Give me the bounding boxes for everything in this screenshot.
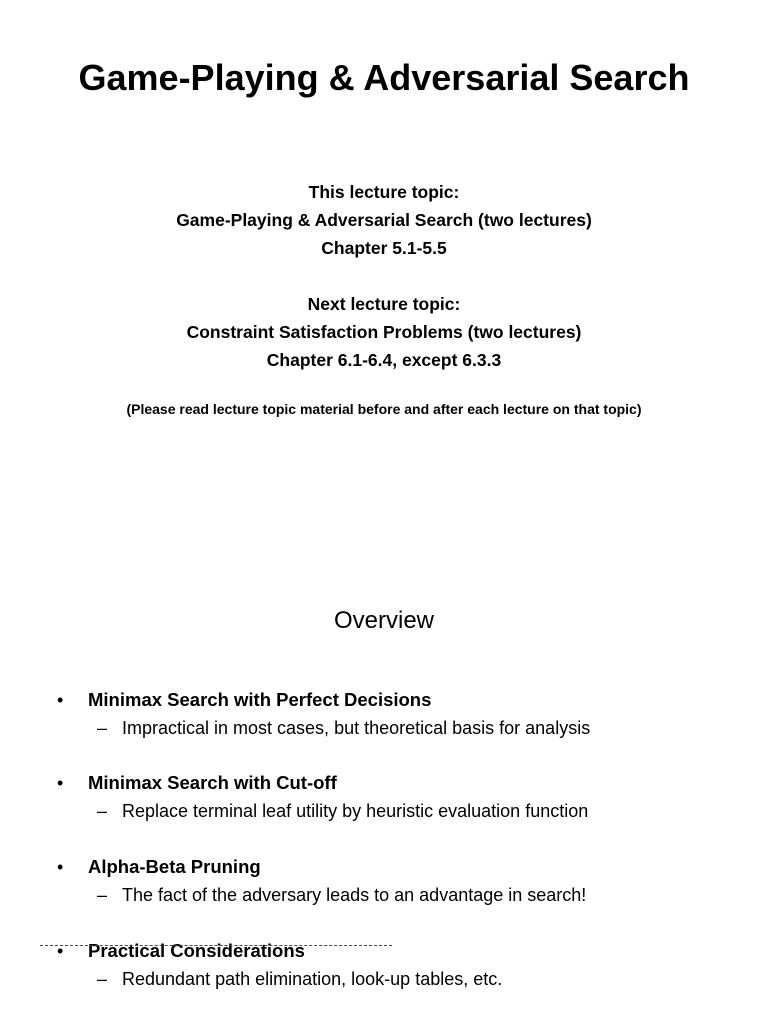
overview-item-detail: Impractical in most cases, but theoretical basis for analysis [122,718,591,738]
bullet-icon: • [57,690,64,710]
overview-item-detail: Redundant path elimination, look-up tables, etc. [122,969,503,989]
page-break-line [40,945,392,946]
overview-item-label: Alpha-Beta Pruning [88,856,261,877]
next-lecture-chapter: Chapter 6.1-6.4, except 6.3.3 [266,350,502,370]
bullet-icon: • [57,857,64,877]
dash-icon: – [97,969,108,989]
this-lecture-chapter: Chapter 5.1-5.5 [321,238,447,258]
this-lecture-block [0,178,768,262]
bullet-icon: • [57,941,64,961]
next-lecture-block [0,290,768,374]
overview-title: Overview [333,607,435,634]
reading-note: (Please read lecture topic material before and after each lecture on that topic) [126,401,642,417]
this-lecture-topic: Game-Playing & Adversarial Search (two lectures) [176,210,592,230]
next-lecture-topic: Constraint Satisfaction Problems (two lectures) [186,322,582,342]
overview-item-detail: Replace terminal leaf utility by heuristic evaluation function [122,801,589,821]
slide-title: Game-Playing & Adversarial Search [78,57,690,98]
this-lecture-heading: This lecture topic: [308,182,460,202]
overview-item-label: Minimax Search with Cut-off [88,772,337,793]
next-lecture-heading: Next lecture topic: [307,294,461,314]
overview-item [0,769,768,825]
overview-item-detail: The fact of the adversary leads to an advantage in search! [122,885,587,905]
dash-icon: – [97,718,108,738]
dash-icon: – [97,885,108,905]
overview-item-label: Practical Considerations [88,940,305,961]
overview-item [0,686,768,742]
overview-item [0,853,768,909]
dash-icon: – [97,801,108,821]
overview-item-label: Minimax Search with Perfect Decisions [88,689,432,710]
bullet-icon: • [57,773,64,793]
